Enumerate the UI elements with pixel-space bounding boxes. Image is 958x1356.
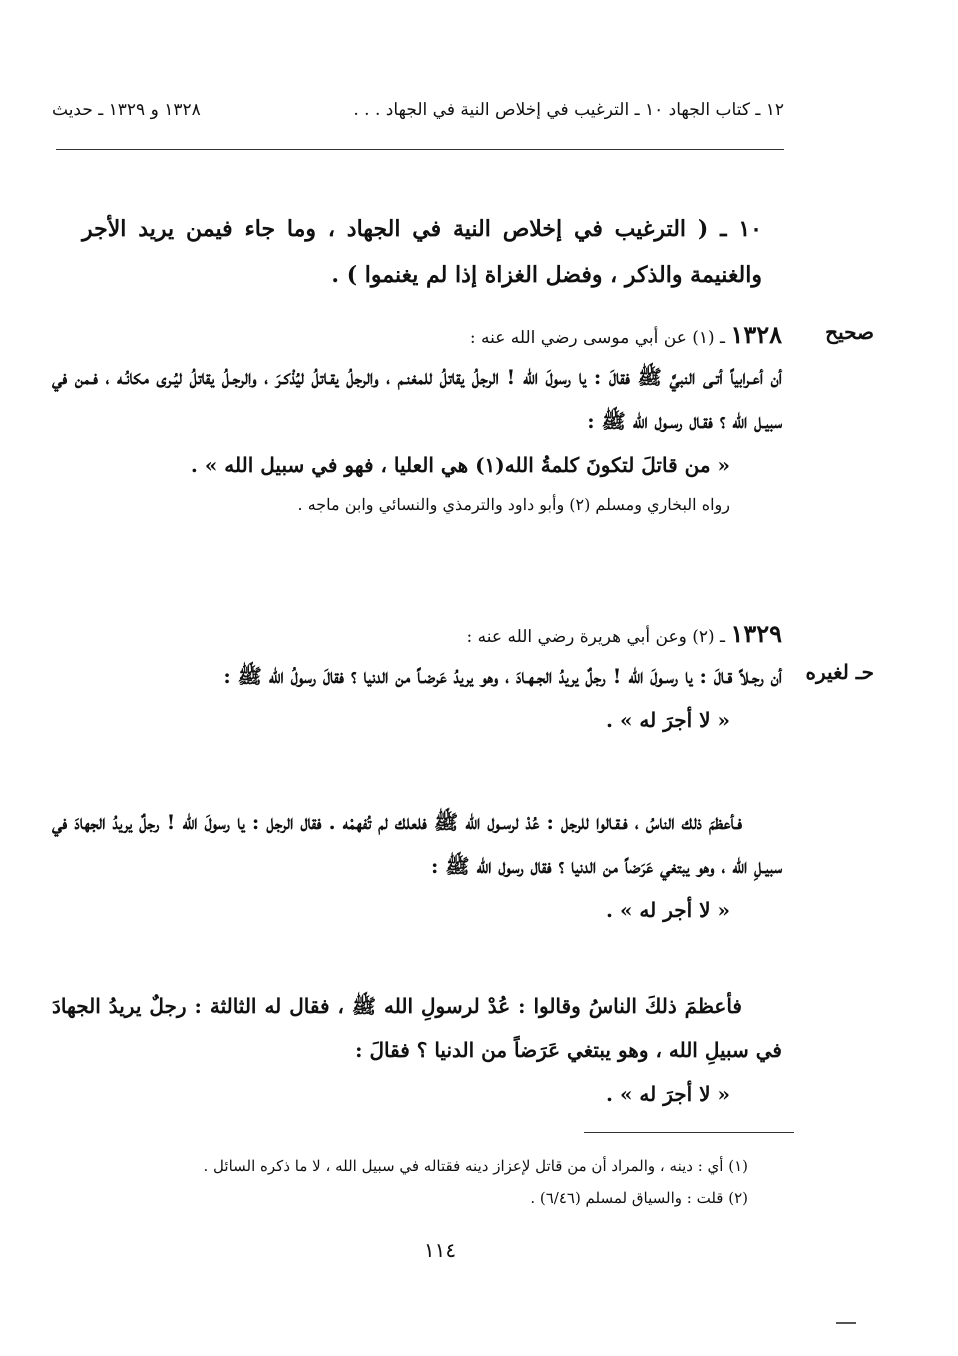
hadith-source: رواه البخاري ومسلم (٢) وأبو داود والترمذي والنسائي وابن ماجه . (297, 495, 730, 514)
footnote-2: (٢) قلت : والسياق لمسلم (٦/٤٦) . (530, 1189, 748, 1207)
running-header (52, 100, 784, 132)
hadith-intro (52, 617, 782, 654)
hadith-quote: « من قاتلَ لتكونَ كلمةُ الله(١) هي العليا ، فهو في سبيل الله » . (190, 453, 730, 477)
paragraph-quote: « لا أجر له » . (606, 898, 730, 922)
hadith-1329-continuation-1 (52, 800, 782, 932)
chapter-title: ١٠ ـ ( الترغيب في إخلاص النية في الجهاد ، وما جاء فيمن يريد الأجر والغنيمة والذكر ، وفضل الغزاة إذا لم يغنموا ) . (82, 216, 762, 288)
hadith-1329-continuation-2 (52, 984, 782, 1116)
hadith-number: ١٣٢٨ (730, 320, 782, 349)
hadith-text: أن أعـرابياً أتـى النبيَّ ﷺ فقالَ : يا رسولَ الله ! الرجلُ يقاتلُ للمغنـم ، والرجلُ يقـاتلُ ليُذْكـرَ ، والرجـلُ يقاتلُ ليُـرى مكانُـه ، فـمن في سبيـل الله ؟ فقـال رسـول الله ﷺ : (52, 365, 782, 433)
hadith-1329 (52, 617, 782, 742)
hadith-intro (52, 318, 782, 355)
scan-mark (836, 1322, 856, 1324)
footnote-divider (584, 1132, 794, 1133)
header-divider (56, 149, 784, 150)
paragraph-text: فـأعظمَ ذلك الناسُ ، فـقـالوا للرجل : عُدْ لرسـول الله ﷺ فلعلك لم تُفهمْه . فقال الرجل : يا رسولَ الله ! رجلٌ يريدُ الجهادَ في سبيـلِ الله ، وهو يبتغي عَرَضاً من الدنيا ؟ فقال رسول الله ﷺ : (52, 810, 782, 878)
hadith-text: أن رجـلاً قـالَ : يا رسـولَ الله ! رجلٌ يريدُ الجـهـادَ ، وهو يريدُ عَرضـاً من الدنيا ؟ فقالَ رسولُ الله ﷺ : (223, 664, 782, 688)
page-number: ١١٤ (423, 1238, 457, 1262)
header-hadith-range: ١٣٢٨ و ١٣٢٩ ـ حديث (52, 100, 201, 120)
hadith-narrator: ـ (١) عن أبي موسى رضي الله عنه : (469, 328, 731, 348)
footnote-1: (١) أي : دينه ، والمراد أن من قاتل لإعزاز دينه فقتاله في سبيل الله ، لا ما ذكره السائل . (203, 1157, 748, 1175)
grade-label-hasan-lighayrihi: حـ لغيره (805, 660, 874, 684)
paragraph-text: فأعظمَ ذلكَ الناسُ وقالوا : عُدْ لرسولِ الله ﷺ ، فقال له الثالثة : رجلٌ يريدُ الجهادَ في سبيلِ الله ، وهو يبتغي عَرَضاً من الدنيا ؟ فقالَ : (52, 994, 782, 1062)
header-chapter-title: ١٢ ـ كتاب الجهاد ١٠ ـ الترغيب في إخلاص النية في الجهاد . . . (353, 100, 784, 120)
paragraph-quote: « لا أجرَ له » . (606, 1082, 730, 1106)
grade-label-sahih: صحيح (825, 320, 874, 344)
hadith-quote: « لا أجرَ له » . (606, 708, 730, 732)
hadith-narrator: ـ (٢) وعن أبي هريرة رضي الله عنه : (466, 627, 731, 647)
hadith-number: ١٣٢٩ (730, 619, 782, 648)
footnotes (88, 1150, 748, 1214)
hadith-1328 (52, 318, 782, 523)
